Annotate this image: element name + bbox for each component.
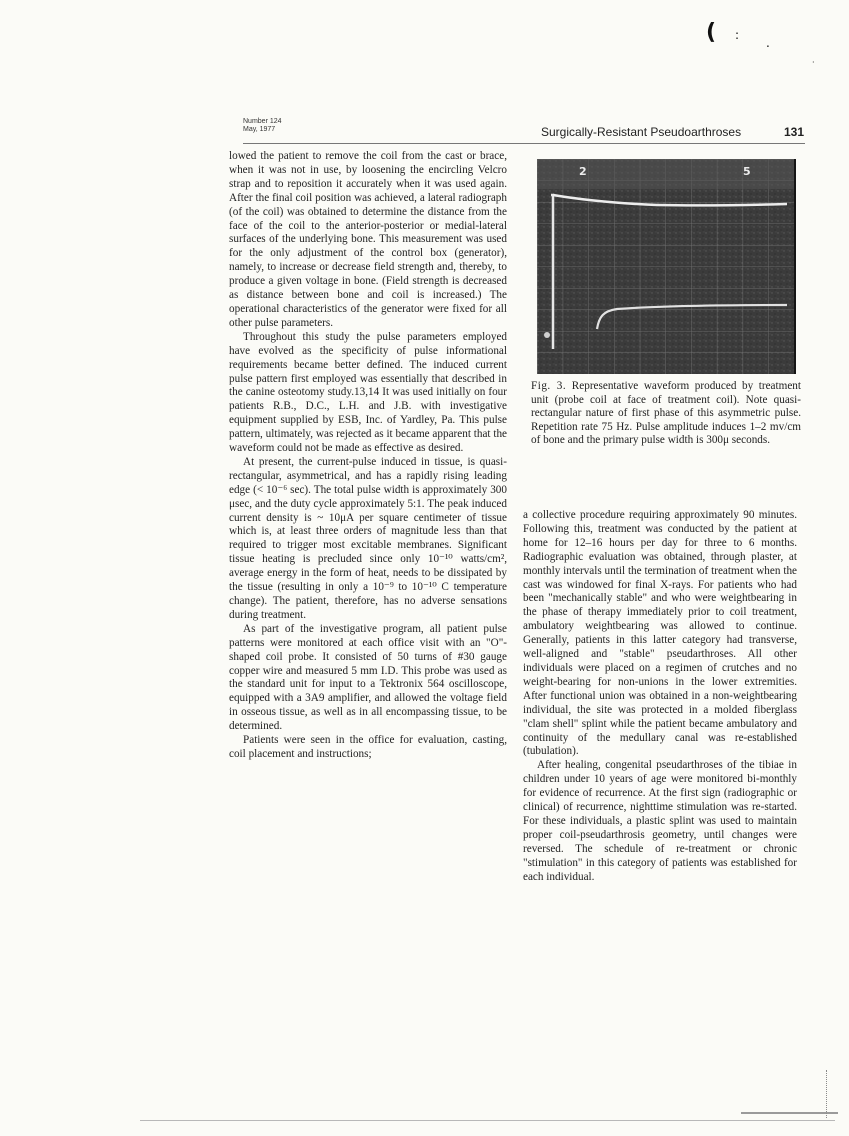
oscilloscope-figure (537, 159, 796, 374)
page-number: 131 (784, 125, 805, 139)
margin-mark: · (812, 58, 815, 67)
scan-artifact (826, 1070, 829, 1118)
paragraph: Patients were seen in the office for evaluation, casting, coil placement and instructions; (229, 734, 507, 760)
figure-label: 2 (579, 165, 587, 178)
margin-mark: : (735, 28, 740, 42)
paragraph: After healing, congenital pseudarthroses of the tibiae in children under 10 years of age were monitored bi-monthly for evidence of recurrence. At the first sign (radiographic or clinical) of recurrence, nighttime stimulation was re-started. For these individuals, a plastic splint was used to maintain proper coil-pseudarthrosis geometry, until changes were reversed. The schedule of re-treatment or chronic "stimulation" in this category of patients was established for each individual. (523, 759, 797, 883)
paragraph: As part of the investigative program, all patient pulse patterns were monitored at each office visit with an "O"-shaped coil probe. It consisted of 50 turns of #30 gauge copper wire and measured 5 mm I.D. This probe was used as the standard unit for input to a Tektronix 564 oscilloscope, equipped with a 3A9 amplifier, and allowed the voltage field in osseous tissue, as well as in all encompassing tissue, to be determined. (229, 622, 507, 733)
paragraph: At present, the current-pulse induced in tissue, is quasi-rectangular, asymmetrical, and has a rapidly rising leading edge (< 10⁻⁶ sec). The total pulse width is approximately 300 μsec, and the duty cycle approximately 5:1. The peak induced current density is ~ 10μA per square centimeter of tissue which is, at least three orders of magnitude less than that required to trigger most excitable membranes. Significant tissue heating is precluded since only 10⁻¹⁰ watts/cm², average energy in the form of heat, needs to be dissipated by the tissue (resulting in only a 10⁻⁹ to 10⁻¹⁰ C temperature change). The patient, therefore, has no adverse sensations during treatment. (229, 455, 507, 621)
right-column (523, 509, 797, 884)
figure-label: 5 (743, 165, 751, 178)
issue-number: Number 124 (243, 118, 282, 125)
paragraph: lowed the patient to remove the coil from the cast or brace, when it was not in use, by loosening the encircling Velcro strap and to reposition it accurately when it was used again. After the final coil position was achieved, a lateral radiograph (of the coil) was obtained to determine the distance from the face of the coil to the anterior-posterior or medial-lateral surfaces of the underlying bone. This measurement was used for the only adjustment of the control box (generator), namely, to increase or decrease field strength and, thereby, to produce a given voltage in bone. (Field strength is decreased as distance between bone and coil is increased.) The operational characteristics of the generator were fixed for all other pulse parameters. (229, 150, 507, 329)
caption-label: Fig. 3. (531, 380, 567, 392)
issue-date: May, 1977 (243, 126, 276, 133)
page-edge-line (140, 1120, 835, 1121)
waveform-image (537, 159, 794, 374)
margin-mark: . (766, 36, 770, 50)
running-head: Surgically-Resistant Pseudoarthroses (541, 125, 742, 139)
caption-text: Representative waveform produced by treatment unit (probe coil at face of treatment coil). Note quasi-rectangular nature of first phase of this asymmetric pulse. Repetition rate 75 Hz. Pulse amplitude induces 1–2 mv/cm of bone and the primary pulse width is 300μ seconds. (531, 380, 802, 447)
paragraph: a collective procedure requiring approximately 90 minutes. Following this, treatment was conducted by the patient at home for 12–16 hours per day for three to 6 months. Radiographic evaluation was obtained, through plaster, at monthly intervals until the termination of treatment when the cast was windowed for final X-rays. For patients who had been "mechanically stable" and who were weightbearing in the phase of therapy immediately prior to coil treatment, ambulatory weightbearing was allowed to continue. Generally, patients in this latter category had transverse, well-aligned and "stable" pseudarthroses. All other individuals were placed on a regimen of crutches and no weight-bearing for non-unions in the lower extremities. After functional union was obtained in a non-weightbearing individual, the site was protected in a molded fiberglass "clam shell" splint while the patient became ambulatory and continuity of the medullary canal was re-established (tubulation). (523, 509, 797, 758)
margin-mark: ( (706, 20, 717, 45)
left-column (229, 150, 507, 762)
figure-caption (531, 380, 801, 448)
header-rule (243, 143, 805, 144)
paragraph: Throughout this study the pulse parameters employed have evolved as the specificity of pulse informational requirements became better defined. The induced current pulse pattern first employed was essentially that described in the canine osteotomy study.13,14 It was used initially on four patients R.B., D.C., L.H. and J.B. with investigative equipment supplied by ESB, Inc. of Yardley, Pa. This pulse pattern, ultimately, was rejected as it became apparent that the waveform could not be made as effective as desired. (229, 330, 507, 455)
page-edge-line (741, 1112, 838, 1114)
issue-info (243, 118, 282, 134)
